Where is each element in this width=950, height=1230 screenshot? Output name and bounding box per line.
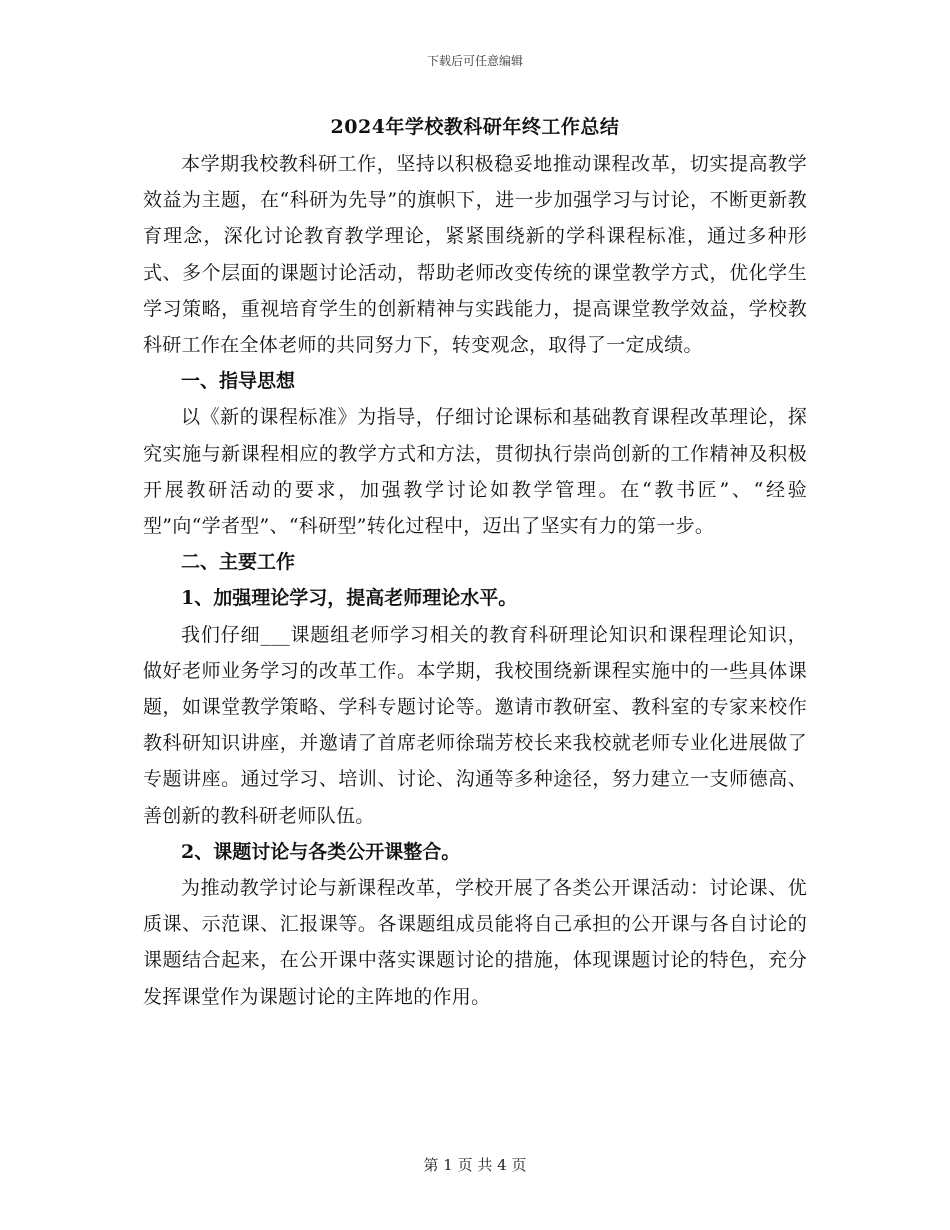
page-number: 第 1 页 共 4 页 [423,1156,527,1174]
intro-paragraph: 本学期我校教科研工作，坚持以积极稳妥地推动课程改革，切实提高教学效益为主题，在“科研为先导”的旗帜下，进一步加强学习与讨论，不断更新教育理念，深化讨论教育教学理论，紧紧围绕新的学科课程标准，通过多种形式、多个层面的课题讨论活动，帮助老师改变传统的课堂教学方式，优化学生学习策略，重视培育学生的创新精神与实践能力，提高课堂教学效益，学校教科研工作在全体老师的共同努力下，转变观念，取得了一定成绩。 [143,153,807,357]
guiding-thought-paragraph: 以《新的课程标准》为指导，仔细讨论课标和基础教育课程改革理论，探究实施与新课程相应的教学方式和方法，贯彻执行崇尚创新的工作精神及积极开展教研活动的要求，加强教学讨论如教学管理。在“教书匠”、“经验型”向“学者型”、“科研型”转化过程中，迈出了坚实有力的第一步。 [143,406,807,538]
header-note: 下载后可任意编辑 [426,54,523,68]
section-heading-main-work: 二、主要工作 [181,551,296,574]
section-heading-guiding-thought: 一、指导思想 [181,370,296,393]
document-title: 2024年学校教科研年终工作总结 [330,116,620,138]
document-body [143,146,807,1015]
open-class-paragraph: 为推动教学讨论与新课程改革，学校开展了各类公开课活动：讨论课、优质课、示范课、汇报课等。各课题组成员能将自己承担的公开课与各自讨论的课题结合起来，在公开课中落实课题讨论的措施，体现课题讨论的特色，充分发挥课堂作为课题讨论的主阵地的作用。 [143,877,807,1008]
item-heading-open-class: 2、课题讨论与各类公开课整合。 [181,840,461,863]
theory-study-paragraph: 我们仔细___课题组老师学习相关的教育科研理论知识和课程理论知识，做好老师业务学习的改革工作。本学期，我校围绕新课程实施中的一些具体课题，如课堂教学策略、学科专题讨论等。邀请市教研室、教科室的专家来校作教科研知识讲座，并邀请了首席老师徐瑞芳校长来我校就老师专业化进展做了专题讲座。通过学习、培训、讨论、沟通等多种途径，努力建立一支师德高、善创新的教科研老师队伍。 [143,623,807,827]
item-heading-theory-study: 1、加强理论学习，提高老师理论水平。 [181,587,518,610]
